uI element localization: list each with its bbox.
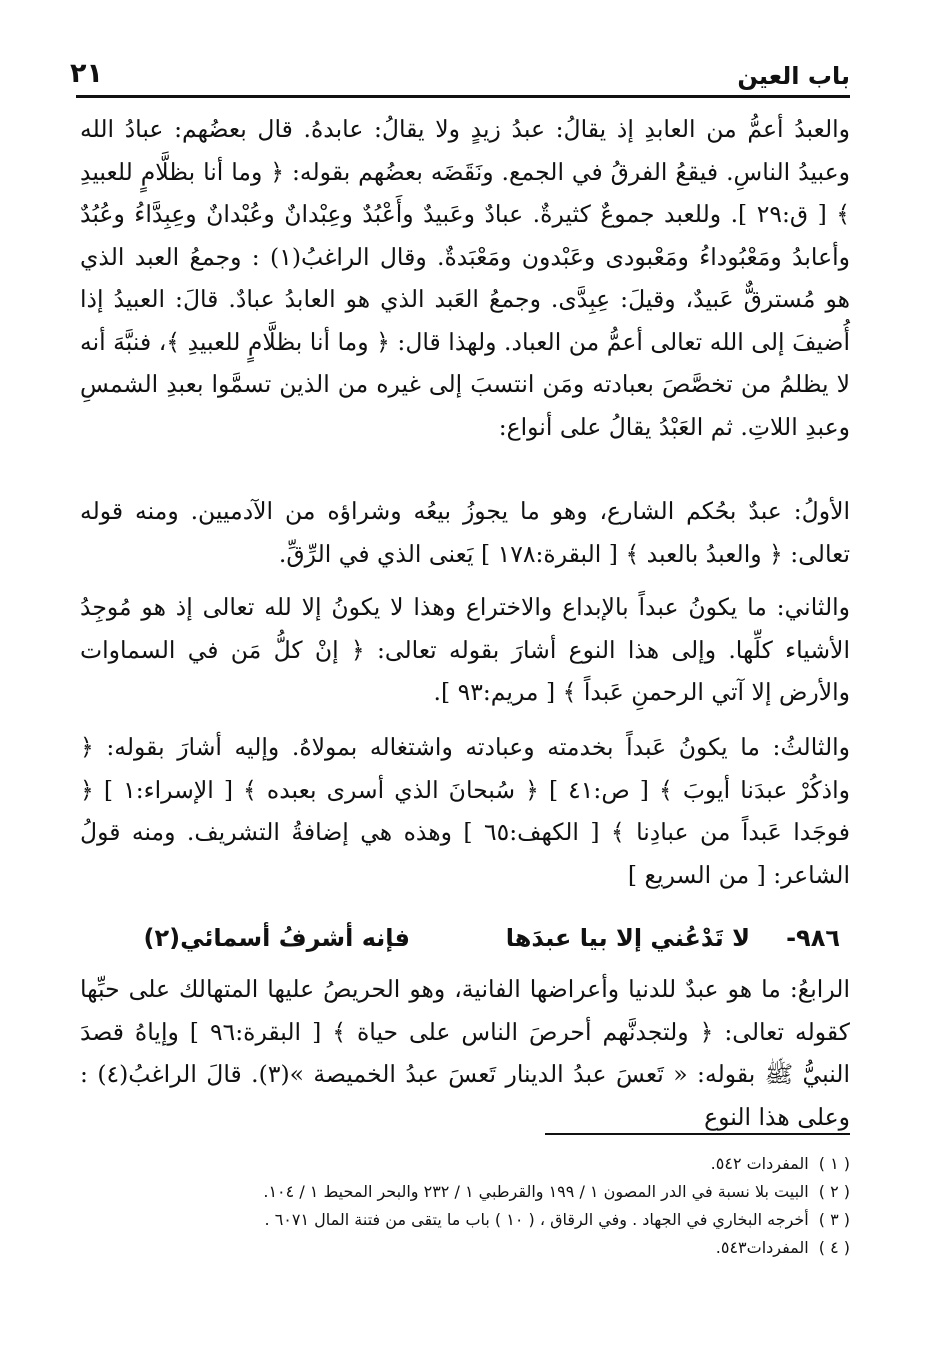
header-rule [76, 95, 850, 98]
paragraph-2-block [80, 490, 850, 575]
footnote-text: المفردات٥٤٣. [715, 1238, 809, 1257]
footnote-text: المفردات ٥٤٢. [710, 1154, 809, 1173]
verse-hemistich-2: فإنه أشرفُ أسمائي(٢) [143, 924, 410, 952]
footnote-number: ( ٤ ) [818, 1238, 850, 1257]
paragraph-1-block [80, 108, 850, 448]
paragraph-3: والثاني: ما يكونُ عبداً بالإبداع والاختراع وهذا لا يكونُ إلا لله تعالى إذ هو مُوجِدُ الأشياء كلِّها. وإلى هذا النوع أشارَ بقوله تعالى: ﴿ إنْ كلُّ مَن في السماوات والأرض إلا آتي الرحمنِ عَبداً ﴾ [ مريم:٩٣ ]. [80, 593, 850, 706]
paragraph-4-block [80, 726, 850, 896]
paragraph-5: الرابعُ: ما هو عبدٌ للدنيا وأعراضها الفانية، وهو الحريصُ عليها المتهالك على حبِّها كقوله تعالى: ﴿ ولتجدنَّهم أحرصَ الناس على حياة ﴾ [ البقرة:٩٦ ] وإياهُ قصدَ النبيُّ ﷺ بقوله: « تَعسَ عبدُ الدينار تَعسَ عبدُ الخميصة »(٣). قالَ الراغبُ(٤) : وعلى هذا النوع [80, 975, 850, 1131]
footnote-text: أخرجه البخاري في الجهاد . وفي الرقاق ، ( ١٠ ) باب ما يتقى من فتنة المال ٦٠٧١ . [264, 1210, 809, 1229]
footnote-number: ( ١ ) [818, 1154, 850, 1173]
paragraph-1: والعبدُ أعمُّ من العابدِ إذ يقالُ: عبدُ زيدٍ ولا يقالُ: عابدهُ. قال بعضُهم: عبادُ الله وعبيدُ الناسِ. فيقعُ الفرقُ في الجمع. ونَقَضَه بعضُهم بقوله: ﴿ وما أنا بظلَّامٍ للعبيدِ ﴾ [ ق:٢٩ ]. وللعبد جموعٌ كثيرةٌ. عبادٌ وعَبيدٌ وأَعْبُدٌ وعِبْدانٌ وعُبْدانٌ وعِبِدَّاءُ وعُبُدٌ وأعابدُ ومَعْبُوداءُ ومَعْبودى وعَبْدون ومَعْبَدةٌ. وقال الراغبُ(١) : وجمعُ العبد الذي هو مُسترقٌّ عَبيدٌ، وقيلَ: عِبِدَّى. وجمعُ العَبد الذي هو العابدُ عبادٌ. قالَ: العبيدُ إذا أُضيفَ إلى الله تعالى أعمُّ من العباد. ولهذا قال: ﴿ وما أنا بظلَّامٍ للعبيدِ ﴾، فنبَّهَ أنه لا يظلمُ من تخصَّصَ بعبادته ومَن انتسبَ إلى غيره من الذين تسمَّوا بعبدِ الشمسِ وعبدِ اللاتِ. ثم العَبْدُ يقالُ على أنواع: [80, 115, 851, 441]
page-number: ٢١ [70, 58, 103, 89]
paragraph-4: والثالثُ: ما يكونُ عَبداً بخدمته وعبادته واشتغاله بمولاهُ. وإليه أشارَ بقوله: ﴿ واذكُرْ عبدَنا أيوبَ ﴾ [ ص:٤١ ] ﴿ سُبحانَ الذي أسرى بعبده ﴾ [ الإسراء:١ ] ﴿ فوجَدا عَبداً من عبادِنا ﴾ [ الكهف:٦٥ ] وهذه هي إضافةُ التشريف. ومنه قولُ الشاعر: [ من السريع ] [80, 733, 850, 889]
paragraph-3-block [80, 586, 850, 714]
chapter-title: باب العين [737, 62, 850, 90]
footnote-item [150, 1234, 850, 1262]
footnote-item [150, 1150, 850, 1178]
footnote-separator [545, 1133, 850, 1135]
footnote-number: ( ٢ ) [818, 1182, 850, 1201]
footnote-item [150, 1206, 850, 1234]
footnote-item [150, 1178, 850, 1206]
verse-number: ٩٨٦- [786, 924, 840, 952]
paragraph-2: الأولُ: عبدٌ بحُكم الشارع، وهو ما يجوزُ بيعُه وشراؤه من الآدميين. ومنه قوله تعالى: ﴿ والعبدُ بالعبد ﴾ [ البقرة:١٧٨ ] يَعنى الذي في الرِّقِّ. [80, 497, 850, 568]
verse-hemistich-1: لا تَدْعُني إلا بيا عبدَها [505, 924, 750, 952]
paragraph-5-block [80, 968, 850, 1138]
poem-verse [80, 922, 850, 962]
page-header [70, 56, 850, 96]
footnotes [150, 1150, 850, 1262]
footnote-text: البيت بلا نسبة في الدر المصون ١ / ١٩٩ والقرطبي ١ / ٢٣٢ والبحر المحيط ١ / ١٠٤. [263, 1182, 809, 1201]
footnote-number: ( ٣ ) [818, 1210, 850, 1229]
